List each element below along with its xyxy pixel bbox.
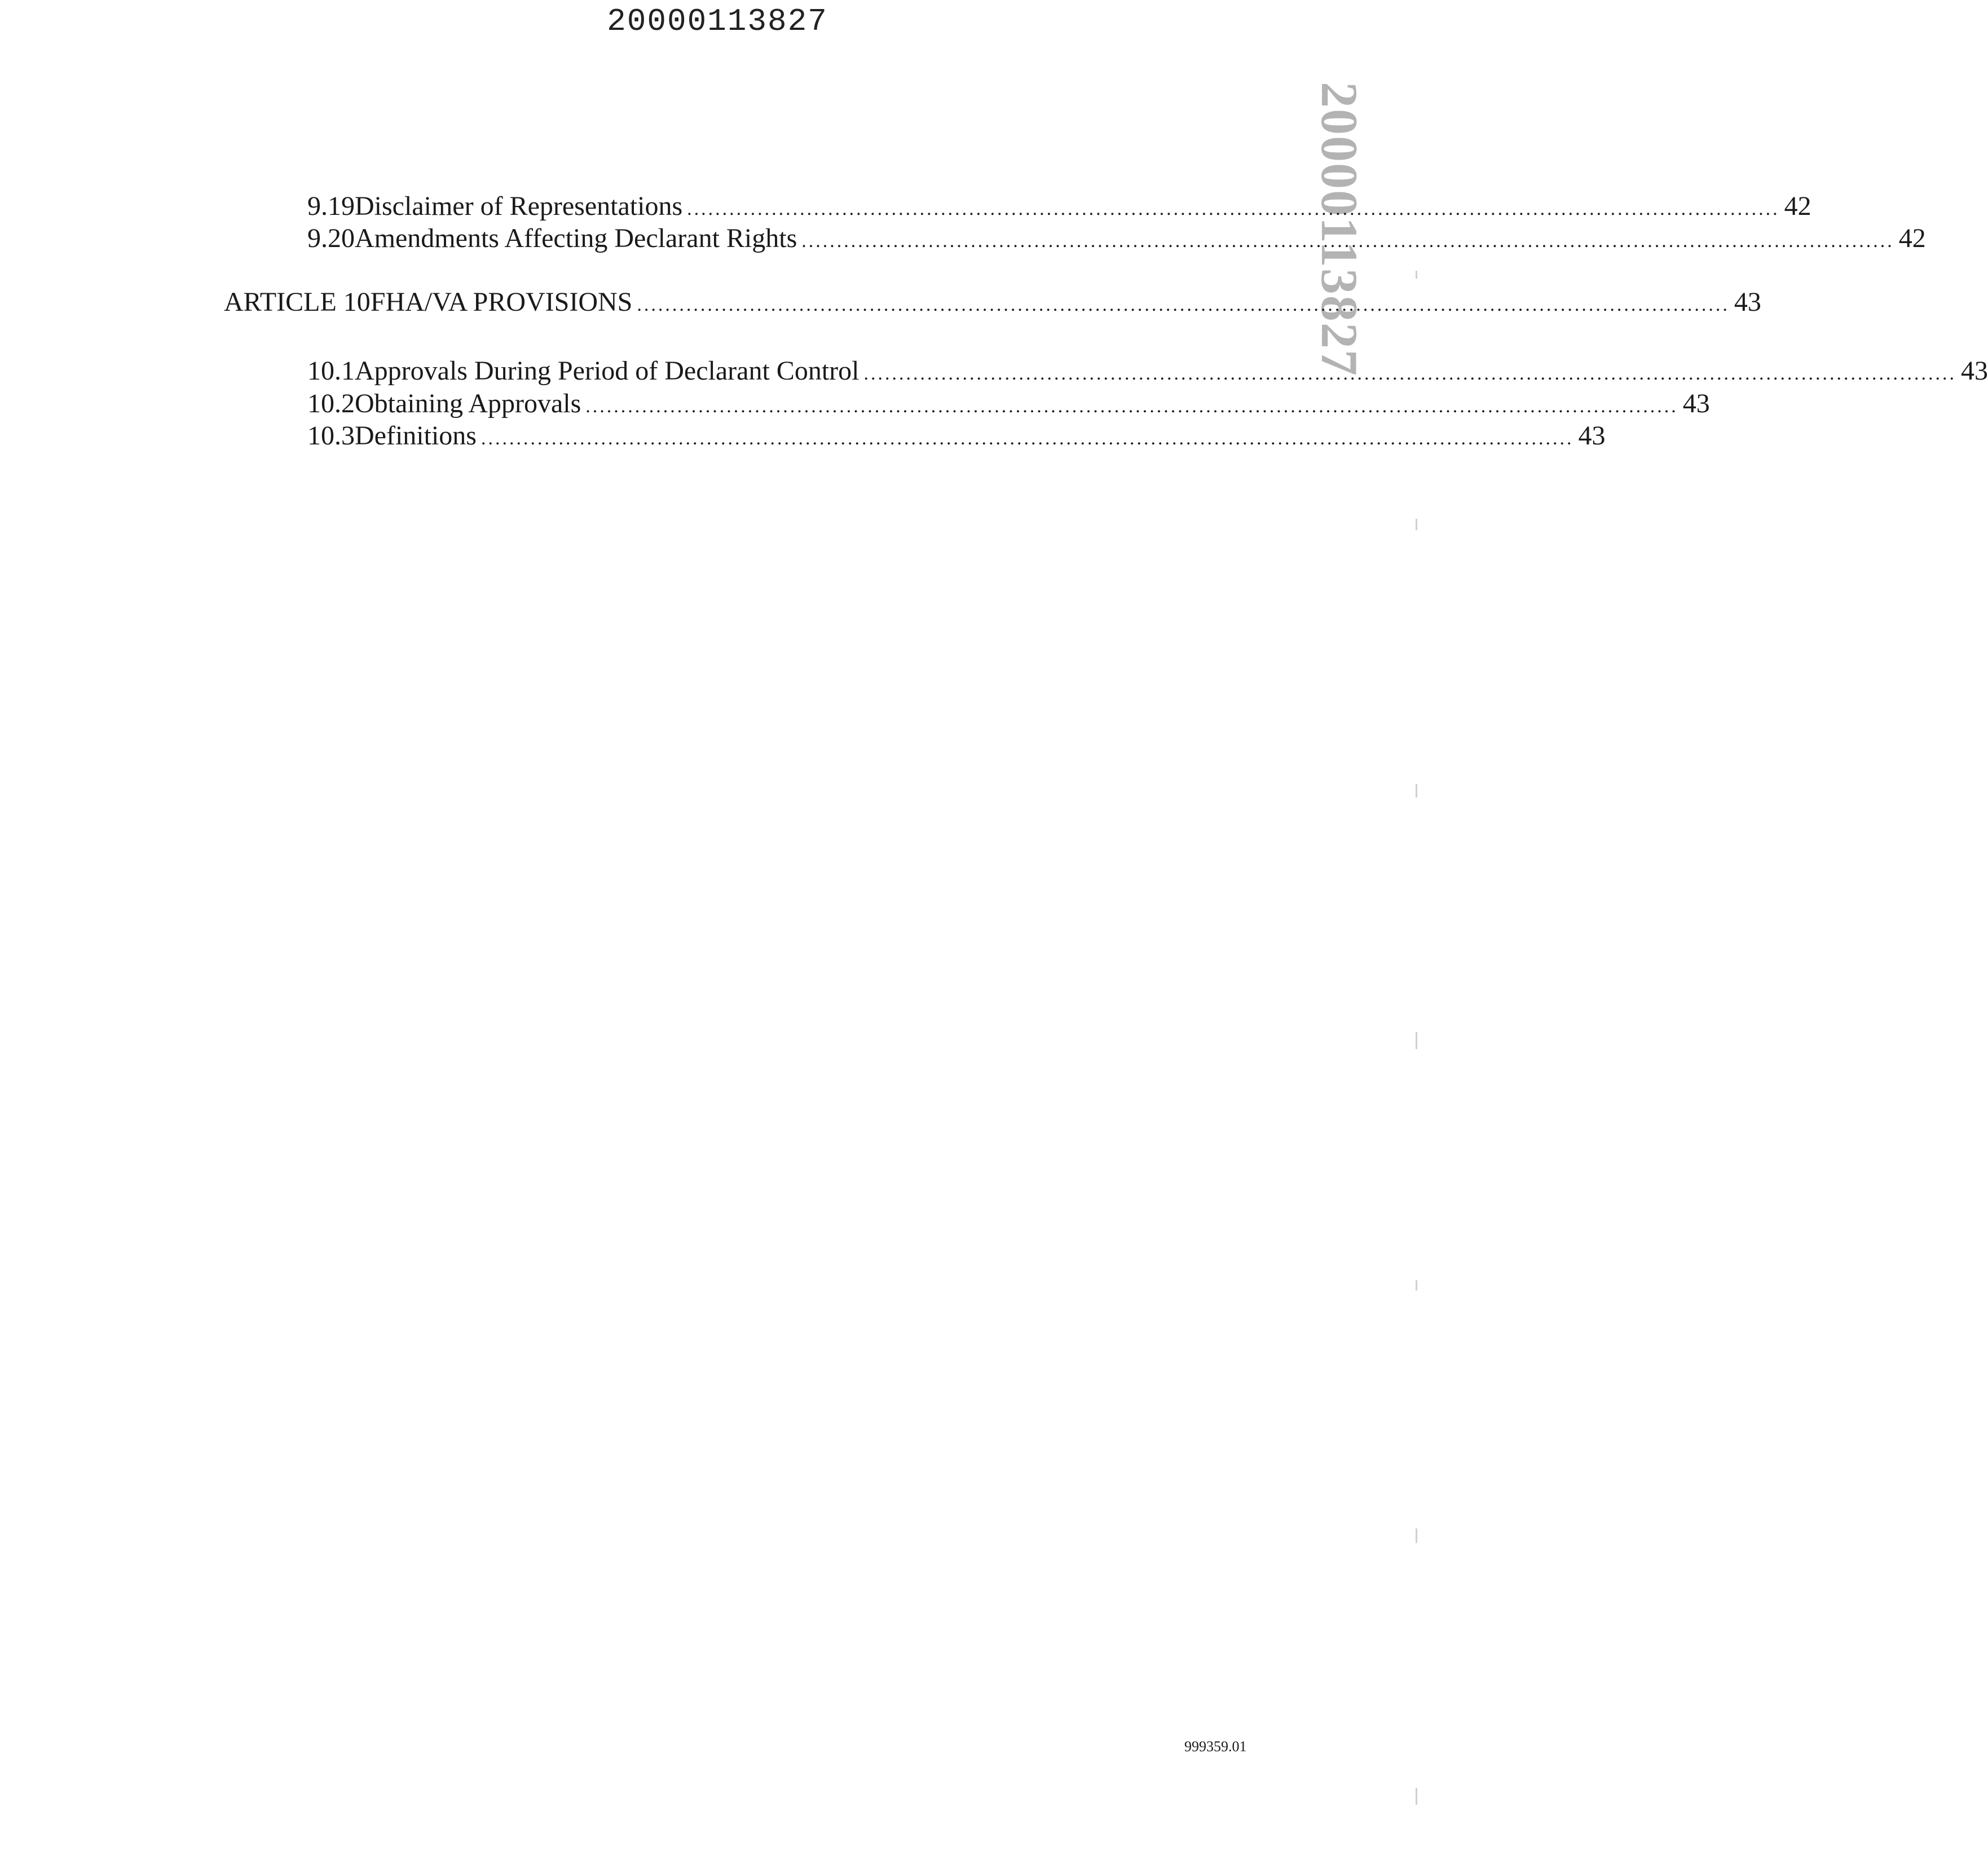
toc-entry-title: Disclaimer of Representations [355,191,683,221]
toc-entry-title: Definitions [355,421,477,451]
footer-document-code: 999359.01 [1184,1738,1247,1755]
toc-entry-number: ARTICLE 10 [224,287,371,317]
document-number-header: 20000113827 [607,3,828,39]
toc-entry-page: 43 [1682,389,1710,418]
toc-dot-leader: ........................................................................................................................................................... [863,363,1956,384]
toc-entry-page: 43 [1734,287,1761,317]
scan-speck [1416,784,1417,798]
toc-entry-number: 10.2 [307,389,355,418]
toc-dot-leader: ........................................................................................................................................................... [585,396,1678,417]
scan-speck [1416,1280,1417,1290]
toc-dot-leader: ........................................................................................................................................................... [637,294,1730,315]
toc-entry-title: FHA/VA PROVISIONS [370,287,633,317]
scan-speck [1416,271,1417,279]
toc-entry [307,420,1606,451]
toc-dot-leader: ........................................................................................................................................................... [481,428,1574,449]
toc-entry [307,388,1710,419]
toc-entry-page: 42 [1784,191,1811,221]
toc-entry [307,355,1988,386]
side-recording-stamp: 20000113827 [1311,82,1368,377]
toc-entry-page: 43 [1960,356,1988,386]
toc-entry-title: Amendments Affecting Declarant Rights [355,223,797,253]
toc-entry-number: 9.20 [307,223,355,253]
toc-entry-number: 10.1 [307,356,355,386]
toc-dot-leader: ........................................................................................................................................................... [801,231,1894,252]
scan-speck [1416,1032,1417,1049]
toc-entry-page: 43 [1578,421,1606,451]
toc-entry-page: 42 [1898,223,1926,253]
toc-dot-leader: ........................................................................................................................................................... [687,199,1780,219]
toc-entry-title: Obtaining Approvals [355,389,581,418]
toc-article-entry [224,287,1761,318]
toc-entry-title: Approvals During Period of Declarant Control [355,356,859,386]
toc-entry-number: 10.3 [307,421,355,451]
toc-entry [307,223,1926,254]
toc-entry [307,191,1811,222]
toc-entry-number: 9.19 [307,191,355,221]
scan-speck [1416,519,1417,530]
scan-speck [1416,1788,1417,1805]
scan-speck [1416,1528,1417,1543]
